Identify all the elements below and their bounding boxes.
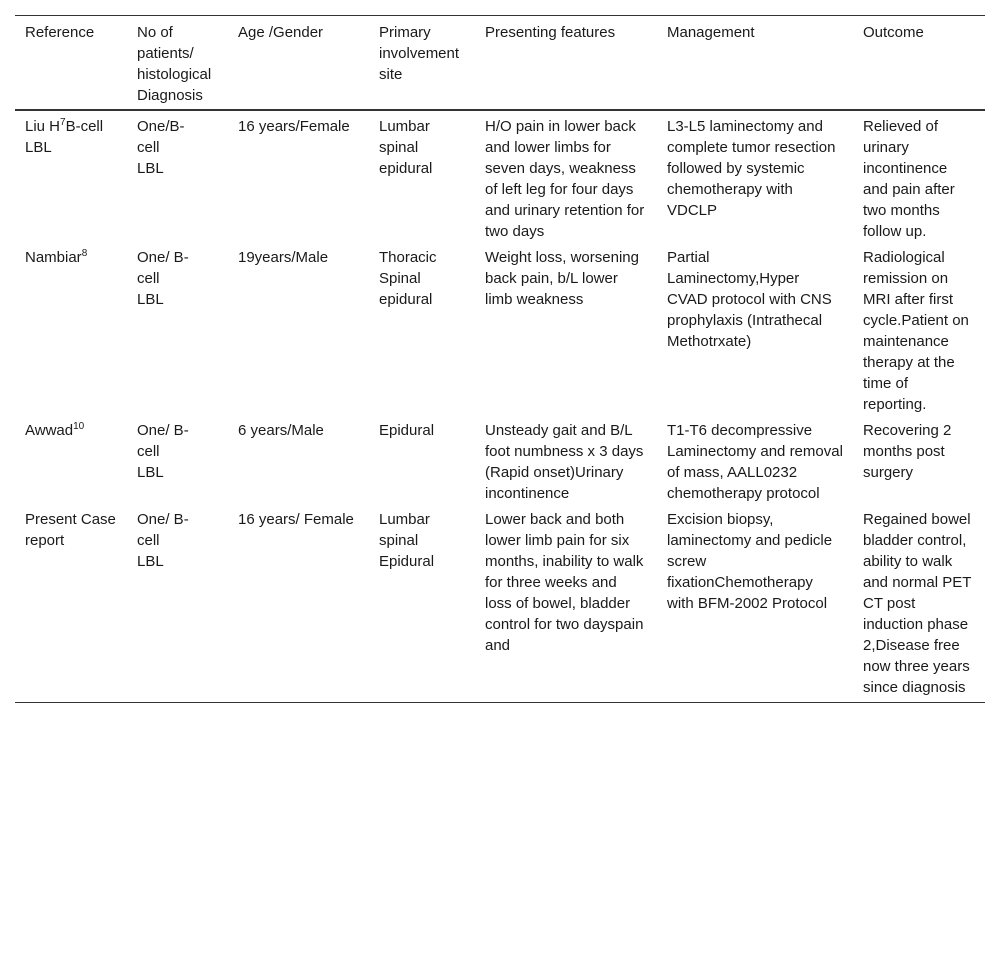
cell-patients [127, 415, 228, 504]
header-primary-site: Primary involvement site [379, 24, 460, 83]
header-management: Management [667, 24, 755, 41]
table-row [15, 504, 985, 703]
case-comparison-table-container [15, 15, 985, 703]
cell-site: Epidural [379, 422, 435, 439]
patients-line: cell [137, 270, 160, 287]
cell-outcome: Recovering 2 months post surgery [863, 422, 952, 481]
patients-line: cell [137, 139, 160, 156]
reference-suffix: B-cell LBL [25, 118, 104, 156]
patients-line: LBL [137, 160, 164, 177]
cell-outcome: Regained bowel bladder control, ability to walk and normal PET CT post induction phase 2,Disease free now three years since diagnosis [863, 511, 972, 696]
patients-line: LBL [137, 291, 164, 308]
patients-line: One/ B- [137, 249, 189, 266]
header-patients-diagnosis: No of patients/ histological Diagnosis [137, 24, 212, 104]
header-outcome: Outcome [863, 24, 924, 41]
cell-outcome: Relieved of urinary incontinence and pain after two months follow up. [863, 118, 955, 240]
cell-management: Partial Laminectomy,Hyper CVAD protocol with CNS prophylaxis (Intrathecal Methotrxate) [667, 249, 832, 350]
cell-features: Unsteady gait and B/L foot numbness x 3 days (Rapid onset)Urinary incontinence [485, 422, 644, 502]
cell-management: L3-L5 laminectomy and complete tumor resection followed by systemic chemotherapy with VDCLP [667, 118, 836, 219]
cell-reference [15, 110, 127, 242]
header-presenting-features: Presenting features [485, 24, 616, 41]
reference-citation: 8 [81, 248, 88, 259]
cell-reference [15, 242, 127, 415]
reference-citation: 7 [60, 117, 66, 128]
cell-site: Lumbar spinal epidural [379, 118, 433, 177]
table-row [15, 242, 985, 415]
cell-site: Lumbar spinal Epidural [379, 511, 435, 570]
cell-reference [15, 504, 127, 703]
cell-reference [15, 415, 127, 504]
reference-author: Present Case report [25, 511, 116, 549]
patients-line: One/ B- [137, 422, 189, 439]
case-comparison-table [15, 15, 985, 703]
cell-management: Excision biopsy, laminectomy and pedicle screw fixationChemotherapy with BFM-2002 Protocol [667, 511, 833, 612]
header-reference: Reference [25, 24, 95, 41]
reference-author: Nambiar [25, 249, 82, 266]
cell-age-gender: 6 years/Male [238, 422, 324, 439]
patients-line: One/B- [137, 118, 185, 135]
patients-line: cell [137, 532, 160, 549]
cell-management: T1-T6 decompressive Laminectomy and removal of mass, AALL0232 chemotherapy protocol [667, 422, 843, 502]
header-row [15, 16, 985, 111]
cell-outcome: Radiological remission on MRI after first cycle.Patient on maintenance therapy at the time of reporting. [863, 249, 969, 413]
header-age-gender: Age /Gender [238, 24, 324, 41]
table-row [15, 110, 985, 242]
reference-author: Awwad [25, 422, 74, 439]
patients-line: cell [137, 443, 160, 460]
table-row [15, 415, 985, 504]
cell-features: Lower back and both lower limb pain for six months, inability to walk for three weeks and loss of bowel, bladder control for two dayspain and [485, 511, 644, 654]
cell-age-gender: 16 years/ Female [238, 511, 354, 528]
cell-features: H/O pain in lower back and lower limbs for seven days, weakness of left leg for four days and urinary retention for two days [485, 118, 645, 240]
cell-patients [127, 110, 228, 242]
cell-patients [127, 242, 228, 415]
cell-features: Weight loss, worsening back pain, b/L lower limb weakness [485, 249, 639, 308]
cell-patients [127, 504, 228, 703]
reference-author: Liu H [25, 118, 61, 135]
cell-site: Thoracic Spinal epidural [379, 249, 437, 308]
cell-age-gender: 19years/Male [238, 249, 329, 266]
patients-line: LBL [137, 464, 164, 481]
patients-line: One/ B- [137, 511, 189, 528]
reference-citation: 10 [73, 421, 85, 432]
cell-age-gender: 16 years/Female [238, 118, 350, 135]
patients-line: LBL [137, 553, 164, 570]
